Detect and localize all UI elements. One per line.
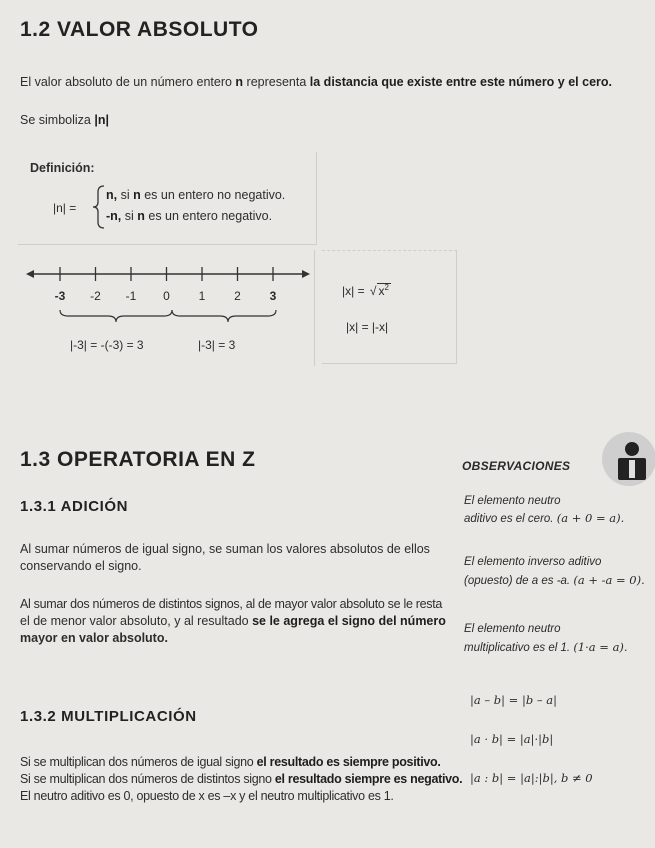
mult-rule-2-bold: el resultado siempre es negativo.	[274, 772, 463, 786]
tick-label: -2	[90, 289, 101, 303]
intro-n: n	[235, 75, 244, 89]
case2-value: -n,	[106, 209, 122, 223]
symbol: |n|	[94, 113, 109, 127]
obs-formula-3: |a : b| = |a|:|b|, b ≠ 0	[470, 771, 593, 785]
case2-n: n	[137, 209, 145, 223]
addition-rule-2-line-3: mayor en valor absoluto.	[20, 631, 168, 645]
obs-note-3-formula: (1·a = a).	[573, 640, 628, 654]
neg-abs-formula: |x| = |-x|	[346, 320, 389, 334]
mult-rule-1	[20, 754, 441, 770]
obs-note-2-formula: (a + -a = 0).	[573, 573, 645, 587]
obs-note-2-line-2	[464, 573, 645, 587]
case2-text: si	[121, 209, 138, 223]
sqrt-exponent: 2	[384, 283, 389, 292]
subsection-multiplicacion: 1.3.2 MULTIPLICACIÓN	[20, 708, 197, 725]
sqrt-radicand: x	[378, 284, 385, 298]
case1-text-2: es un entero no negativo.	[140, 188, 286, 202]
addition-rule-2-bold: se le agrega el signo del número	[252, 614, 446, 628]
case1-n: n	[133, 188, 141, 202]
definition-case-2	[106, 208, 272, 224]
tick-label: 1	[198, 289, 206, 303]
obs-note-1-line-1: El elemento neutro	[464, 495, 561, 507]
definition-label: Definición:	[30, 161, 95, 175]
abs-neg-example: |-3| = -(-3) = 3	[70, 338, 144, 352]
tick-label: -3	[54, 289, 66, 303]
intro-paragraph	[20, 74, 612, 90]
obs-note-1-text: aditivo es el cero.	[464, 513, 554, 525]
intro-bold: la distancia que existe entre este número y el cero.	[309, 75, 612, 89]
number-line-ticks	[55, 267, 277, 303]
obs-note-1-line-2	[464, 511, 624, 525]
sqrt-formula: |x| = √ $x^2$	[342, 283, 389, 298]
number-line-axis	[26, 270, 310, 278]
obs-note-3-line-1: El elemento neutro	[464, 623, 561, 635]
case1-text: si	[117, 188, 134, 202]
section-title-1-3: 1.3 OPERATORIA EN Z	[20, 448, 256, 471]
sqrt-lhs: |x| =	[342, 284, 365, 298]
tick-label: 3	[269, 289, 277, 303]
case2-text-2: es un entero negativo.	[144, 209, 273, 223]
formula-box	[322, 250, 457, 364]
definition-brace	[92, 184, 106, 230]
mult-rule-2	[20, 771, 462, 787]
tick-label: -1	[125, 289, 137, 303]
subsection-adicion: 1.3.1 ADICIÓN	[20, 498, 129, 515]
observaciones-title: OBSERVACIONES	[462, 459, 571, 473]
symbol-prefix: Se simboliza	[20, 113, 95, 127]
definition-case-1	[106, 187, 285, 203]
tick-label: 2	[234, 289, 241, 303]
addition-rule-1-line-2: conservando el signo.	[20, 559, 142, 573]
intro-text-2: representa	[243, 75, 310, 89]
addition-rule-1-line-1: Al sumar números de igual signo, se suman los valores absolutos de ellos	[20, 542, 430, 556]
obs-note-3-text: multiplicativo es el 1.	[464, 642, 571, 654]
mult-rule-3: El neutro aditivo es 0, opuesto de x es –x y el neutro multiplicativo es 1.	[20, 789, 394, 803]
mult-rule-2-text: Si se multiplican dos números de distintos signo	[20, 772, 275, 786]
definition-lhs: |n| =	[53, 201, 77, 215]
obs-note-2-line-1: El elemento inverso aditivo	[464, 556, 602, 568]
tick-label: 0	[163, 289, 170, 303]
case1-value: n,	[106, 188, 118, 202]
obs-note-3-line-2	[464, 640, 628, 654]
section-title-1-2: 1.2 VALOR ABSOLUTO	[20, 18, 259, 41]
mult-rule-1-text: Si se multiplican dos números de igual signo	[20, 755, 257, 769]
symbol-line	[20, 112, 109, 128]
intro-text: El valor absoluto de un número entero	[20, 75, 236, 89]
addition-rule-2-text: el de menor valor absoluto, y al resultado	[20, 614, 253, 628]
obs-note-1-formula: (a + 0 = a).	[556, 511, 625, 525]
abs-pos-example: |-3| = 3	[198, 338, 236, 352]
obs-formula-2: |a · b| = |a|·|b|	[470, 732, 554, 746]
addition-rule-2-line-1: Al sumar dos números de distintos signos, al de mayor valor absoluto se le resta	[20, 597, 443, 611]
addition-rule-2-line-2	[20, 613, 446, 629]
number-line-braces	[60, 310, 276, 322]
obs-formula-1: |a – b| = |b – a|	[470, 693, 558, 707]
number-line	[24, 264, 314, 326]
reader-icon	[612, 440, 652, 484]
mult-rule-1-bold: el resultado es siempre positivo.	[256, 755, 441, 769]
obs-note-2-text: (opuesto) de a es -a.	[464, 575, 571, 587]
